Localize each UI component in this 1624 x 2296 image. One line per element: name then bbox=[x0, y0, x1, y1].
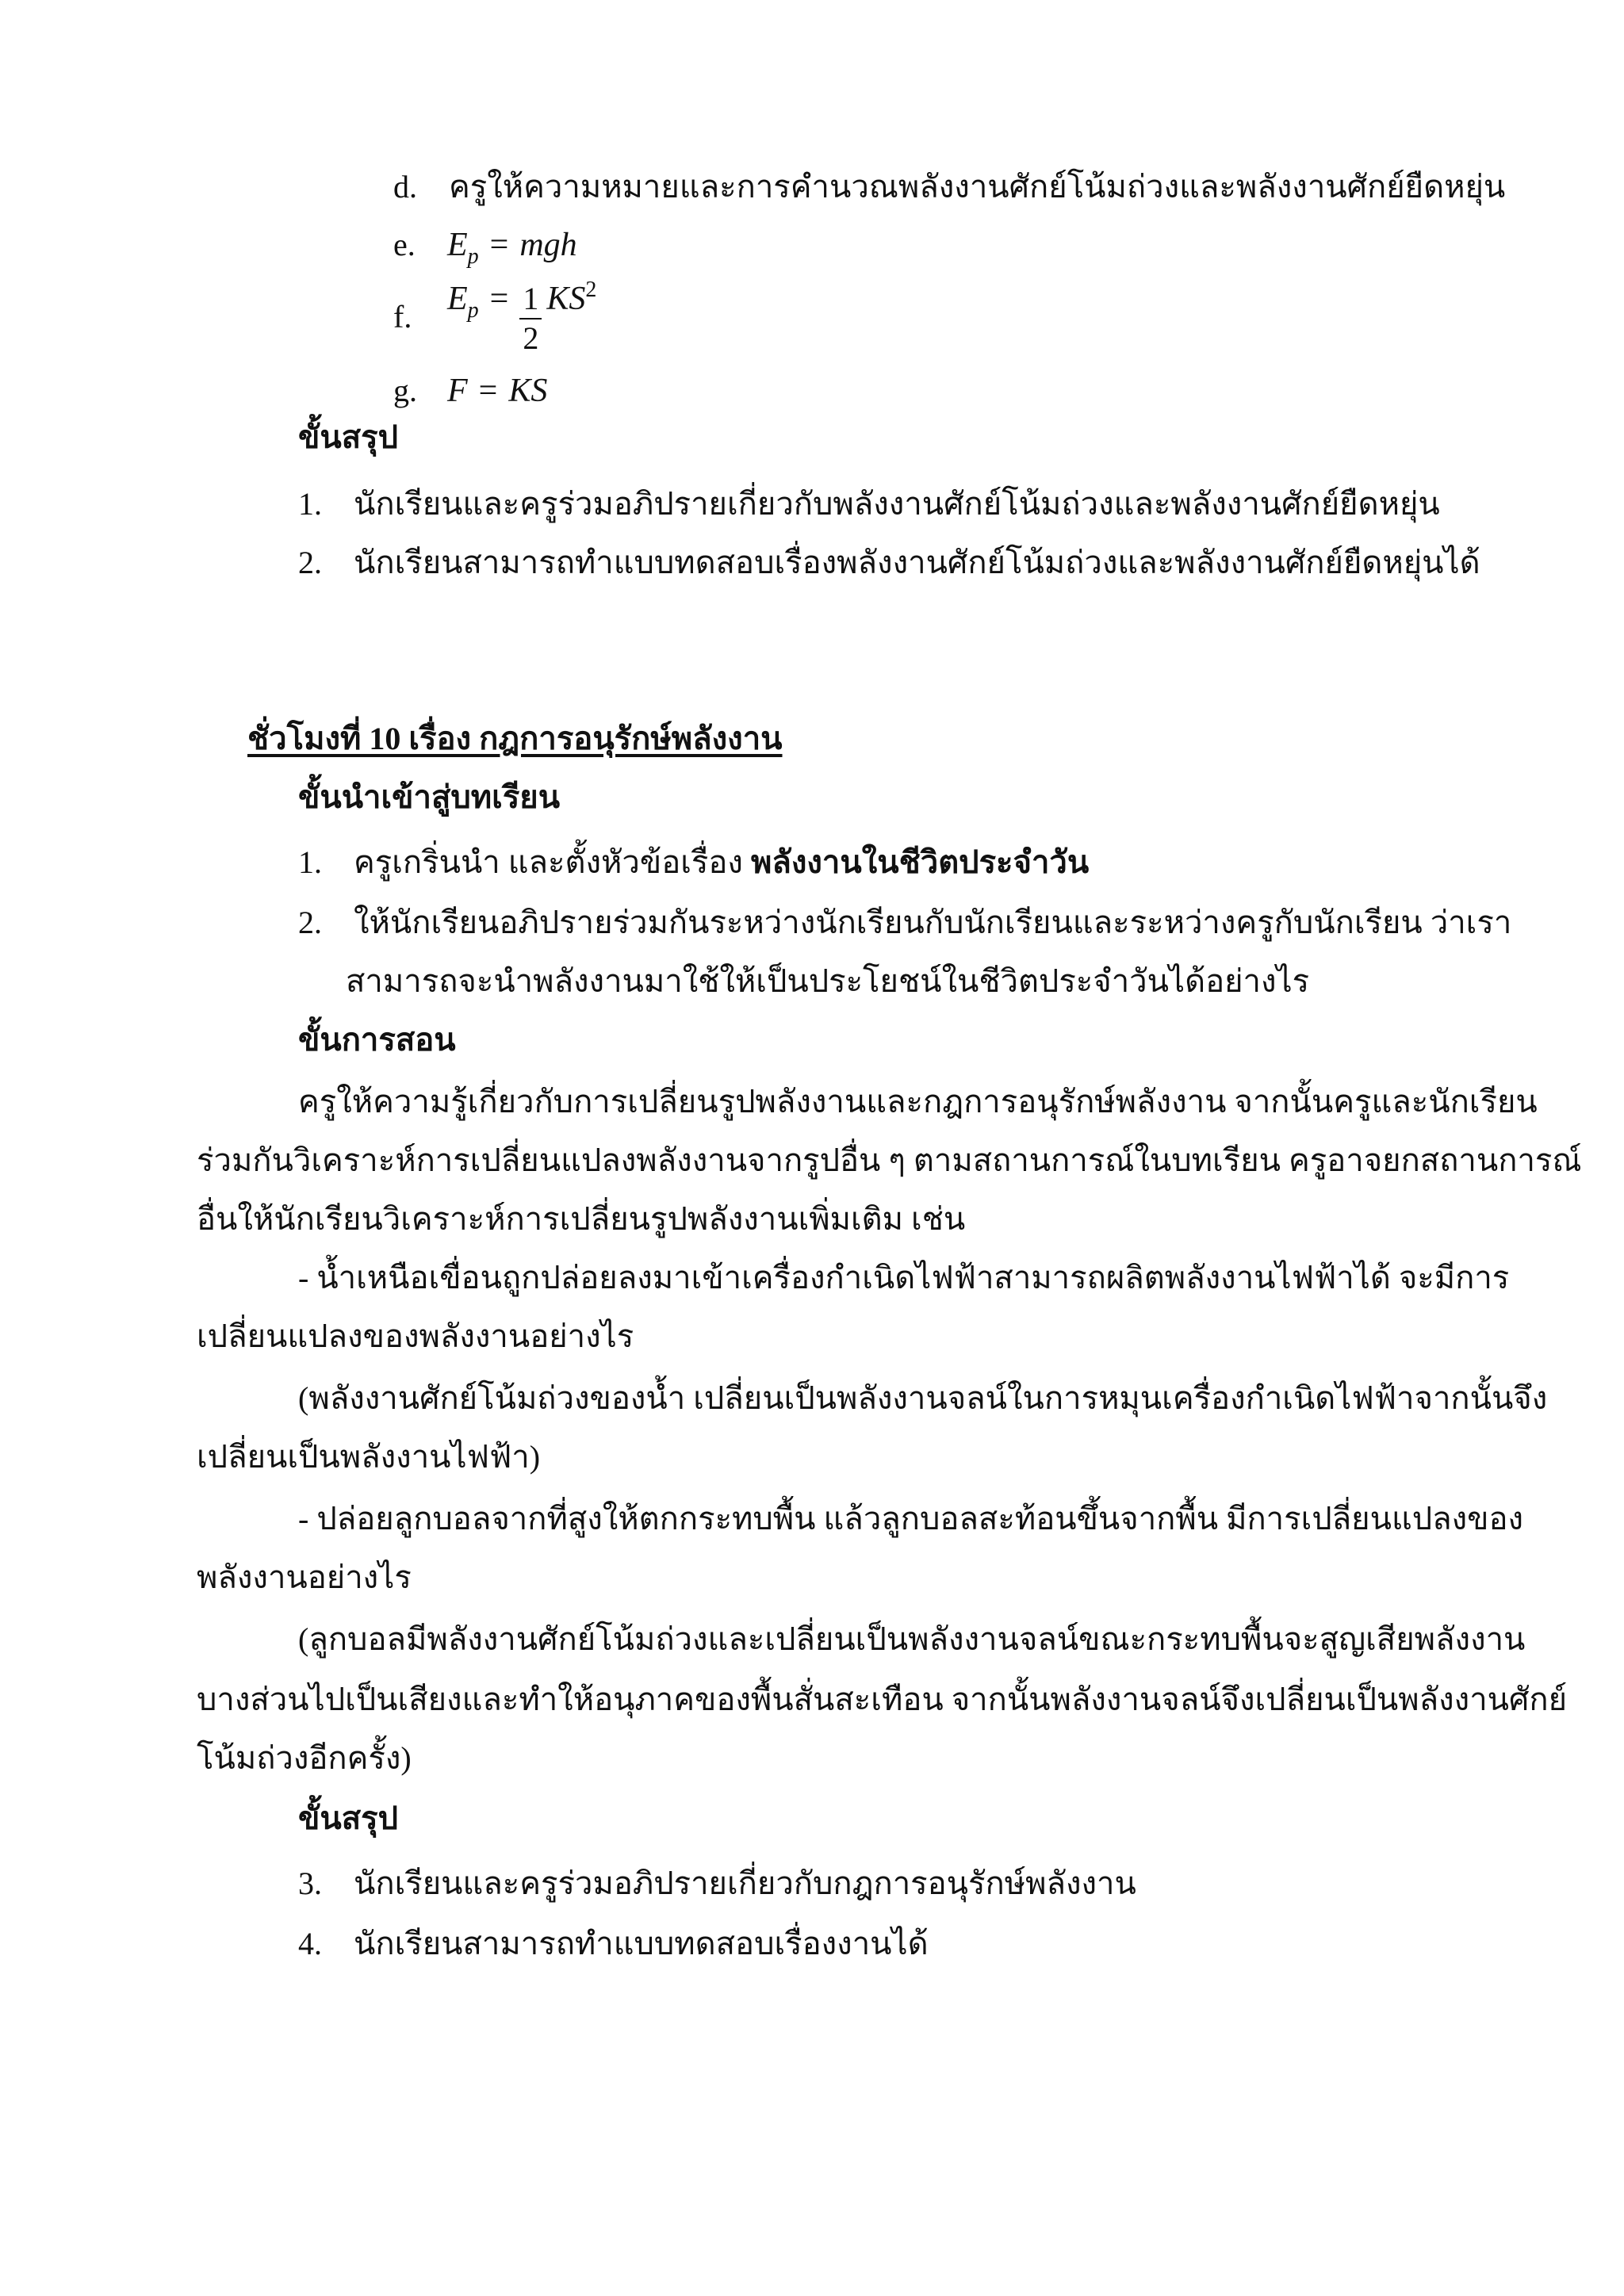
list-number: 3. bbox=[298, 1866, 322, 1901]
example2-question-line-2: พลังงานอย่างไร bbox=[197, 1559, 412, 1595]
list-number: 1. bbox=[298, 486, 322, 522]
prev-summary-item-1 bbox=[298, 485, 1440, 523]
intro-item-1 bbox=[298, 844, 1089, 882]
list-number: 4. bbox=[298, 1926, 322, 1961]
formula-e bbox=[393, 225, 577, 269]
list-text: นักเรียนสามารถทำแบบทดสอบเรื่องงานได้ bbox=[354, 1926, 929, 1961]
summary-item-3 bbox=[298, 1865, 1136, 1903]
item-d-label: d. bbox=[393, 169, 417, 205]
teaching-paragraph-line-1: ครูให้ความรู้เกี่ยวกับการเปลี่ยนรูปพลังงานและกฎการอนุรักษ์พลังงาน จากนั้นครูและนักเรียน bbox=[298, 1084, 1538, 1119]
intro-item-2-continuation: สามารถจะนำพลังงานมาใช้ให้เป็นประโยชน์ในชีวิตประจำวันได้อย่างไร bbox=[346, 963, 1310, 999]
formula-g bbox=[393, 371, 547, 411]
example2-answer-line-2: บางส่วนไปเป็นเสียงและทำให้อนุภาคของพื้นสั่นสะเทือน จากนั้นพลังงานจลน์จึงเปลี่ยนเป็นพลังงานศักย์ bbox=[197, 1682, 1568, 1717]
intro-item-2 bbox=[298, 904, 1511, 942]
list-number: 2. bbox=[298, 905, 322, 940]
example1-question-line-1: - น้ำเหนือเขื่อนถูกปล่อยลงมาเข้าเครื่องกำเนิดไฟฟ้าสามารถผลิตพลังงานไฟฟ้าได้ จะมีการ bbox=[298, 1260, 1510, 1295]
formula-e-label: e. bbox=[393, 227, 416, 263]
prev-summary-item-2 bbox=[298, 544, 1480, 582]
example1-question-line-2: เปลี่ยนแปลงของพลังงานอย่างไร bbox=[197, 1318, 634, 1354]
section-title: ชั่วโมงที่ 10 เรื่อง กฎการอนุรักษ์พลังงาน bbox=[247, 721, 783, 756]
intro-heading: ขั้นนำเข้าสู่บทเรียน bbox=[298, 779, 561, 815]
example2-answer-line-1: (ลูกบอลมีพลังงานศักย์โน้มถ่วงและเปลี่ยนเป็นพลังงานจลน์ขณะกระทบพื้นจะสูญเสียพลังงาน bbox=[298, 1621, 1526, 1657]
teaching-paragraph-line-2: ร่วมกันวิเคราะห์การเปลี่ยนแปลงพลังงานจากรูปอื่น ๆ ตามสถานการณ์ในบทเรียน ครูอาจยกสถานการณ์ bbox=[197, 1142, 1582, 1178]
list-number: 1. bbox=[298, 844, 322, 880]
example2-question-line-1: - ปล่อยลูกบอลจากที่สูงให้ตกกระทบพื้น แล้วลูกบอลสะท้อนขึ้นจากพื้น มีการเปลี่ยนแปลงของ bbox=[298, 1501, 1524, 1536]
formula-g-label: g. bbox=[393, 373, 417, 409]
teaching-heading: ขั้นการสอน bbox=[298, 1022, 456, 1058]
item-d bbox=[393, 168, 1505, 206]
list-text: นักเรียนและครูร่วมอภิปรายเกี่ยวกับกฎการอนุรักษ์พลังงาน bbox=[354, 1866, 1136, 1901]
formula-g-expression: F = KS bbox=[447, 373, 548, 409]
example2-answer-line-3: โน้มถ่วงอีกครั้ง) bbox=[197, 1740, 412, 1776]
item-d-text: ครูให้ความหมายและการคำนวณพลังงานศักย์โน้มถ่วงและพลังงานศักย์ยืดหยุ่น bbox=[449, 169, 1506, 205]
list-text: นักเรียนและครูร่วมอภิปรายเกี่ยวกับพลังงานศักย์โน้มถ่วงและพลังงานศักย์ยืดหยุ่น bbox=[354, 486, 1440, 522]
list-text: ครูเกริ่นนำ และตั้งหัวข้อเรื่อง bbox=[354, 844, 751, 880]
teaching-paragraph-line-3: อื่นให้นักเรียนวิเคราะห์การเปลี่ยนรูปพลังงานเพิ่มเติม เช่น bbox=[197, 1201, 966, 1237]
example1-answer-line-2: เปลี่ยนเป็นพลังงานไฟฟ้า) bbox=[197, 1439, 541, 1475]
example1-answer-line-1: (พลังงานศักย์โน้มถ่วงของน้ำ เปลี่ยนเป็นพลังงานจลน์ในการหมุนเครื่องกำเนิดไฟฟ้าจากนั้นจึง bbox=[298, 1380, 1548, 1416]
prev-summary-heading: ขั้นสรุป bbox=[298, 419, 398, 455]
formula-e-expression: $E_p$ = mgh bbox=[447, 227, 577, 269]
list-text: ให้นักเรียนอภิปรายร่วมกันระหว่างนักเรียนกับนักเรียนและระหว่างครูกับนักเรียน ว่าเรา bbox=[354, 905, 1512, 940]
formula-f bbox=[393, 279, 596, 354]
formula-f-expression: $E_p$ = $\frac{1}{2}$ $KS^2$ bbox=[447, 277, 597, 356]
formula-f-label: f. bbox=[393, 298, 412, 335]
summary-item-4 bbox=[298, 1925, 929, 1963]
summary-heading: ขั้นสรุป bbox=[298, 1800, 398, 1836]
list-text: นักเรียนสามารถทำแบบทดสอบเรื่องพลังงานศักย์โน้มถ่วงและพลังงานศักย์ยืดหยุ่นได้ bbox=[354, 545, 1480, 580]
list-text-bold: พลังงานในชีวิตประจำวัน bbox=[750, 844, 1090, 880]
list-number: 2. bbox=[298, 545, 322, 580]
